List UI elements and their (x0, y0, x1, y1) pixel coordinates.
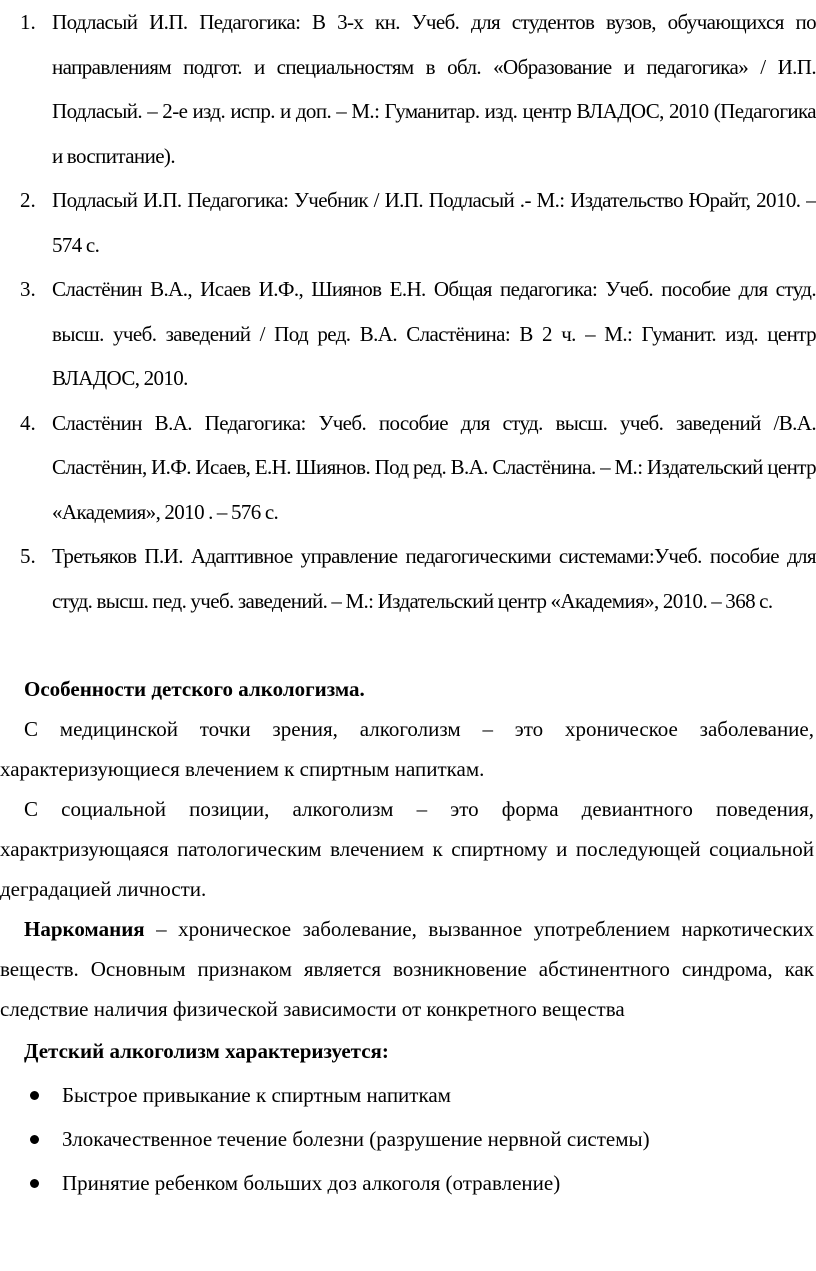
narcomania-definition: – хроническое заболевание, вызванное употреблением наркотических веществ. Основным признаком является возникновение абстинентного синдрома, как следствие наличия физической зависимости от конкретного вещества (0, 917, 814, 1021)
list-item-text: Злокачественное течение болезни (разрушение нервной системы) (62, 1127, 650, 1151)
list-item (0, 1073, 814, 1117)
reference-text: Подласый И.П. Педагогика: В 3-х кн. Учеб. для студентов вузов, обучающихся по направлениям подгот. и специальностям в обл. «Образование и педагогика» / И.П. Подласый. – 2-е изд. испр. и доп. – М.: Гуманитар. изд. центр ВЛАДОС, 2010 (Педагогика и воспитание). (52, 10, 816, 168)
reference-item (0, 267, 816, 401)
list-item (0, 1117, 814, 1161)
reference-text: Подласый И.П. Педагогика: Учебник / И.П. Подласый .- М.: Издательство Юрайт, 2010. – 574 с. (52, 188, 816, 257)
reference-number: 3. (20, 277, 36, 301)
list-item-text: Принятие ребенком больших доз алкоголя (отравление) (62, 1171, 561, 1195)
content-section (0, 669, 814, 1205)
bullet-icon (30, 1135, 39, 1144)
paragraph-social: С социальной позиции, алкоголизм – это форма девиантного поведения, характризующаяся патологическим влечением к спиртному и последующей социальной деградацией личности. (0, 797, 814, 901)
reference-text: Сластёнин В.А., Исаев И.Ф., Шиянов Е.Н. Общая педагогика: Учеб. пособие для студ. высш. учеб. заведений / Под ред. В.А. Сластёнина: В 2 ч. – М.: Гуманит. изд. центр ВЛАДОС, 2010. (52, 277, 816, 390)
reference-number: 5. (20, 544, 36, 568)
paragraph-medical: С медицинской точки зрения, алкоголизм – это хроническое заболевание, характеризующиеся влечением к спиртным напиткам. (0, 717, 814, 781)
reference-item (0, 0, 816, 178)
bullet-icon (30, 1091, 39, 1100)
reference-number: 1. (20, 10, 36, 34)
section-heading: Особенности детского алкологизма. (24, 677, 365, 701)
list-item (0, 1161, 814, 1205)
reference-item (0, 178, 816, 267)
bullet-list (0, 1073, 814, 1205)
reference-number: 4. (20, 410, 36, 435)
reference-text: Третьяков П.И. Адаптивное управление педагогическими системами:Учеб. пособие для студ. высш. пед. учеб. заведений. – М.: Издательский центр «Академия», 2010. – 368 с. (52, 544, 816, 613)
bullet-icon (30, 1179, 39, 1188)
reference-list (0, 0, 816, 623)
list-item-text: Быстрое привыкание к спиртным напиткам (62, 1083, 451, 1107)
reference-text: Сластёнин В.А. Педагогика: Учеб. пособие для студ. высш. учеб. заведений /В.А. Сластёнин, И.Ф. Исаев, Е.Н. Шиянов. Под ред. В.А. Сластёнина. – М.: Издательский центр «Академия», 2010 . – 576 с. (52, 410, 816, 524)
term-narcomania: Наркомания (24, 917, 145, 941)
subheading-characteristics: Детский алкоголизм характеризуется: (24, 1039, 389, 1063)
reference-item (0, 534, 816, 623)
paragraph-narcomania (0, 909, 814, 1029)
reference-number: 2. (20, 188, 36, 212)
reference-item (0, 401, 816, 535)
